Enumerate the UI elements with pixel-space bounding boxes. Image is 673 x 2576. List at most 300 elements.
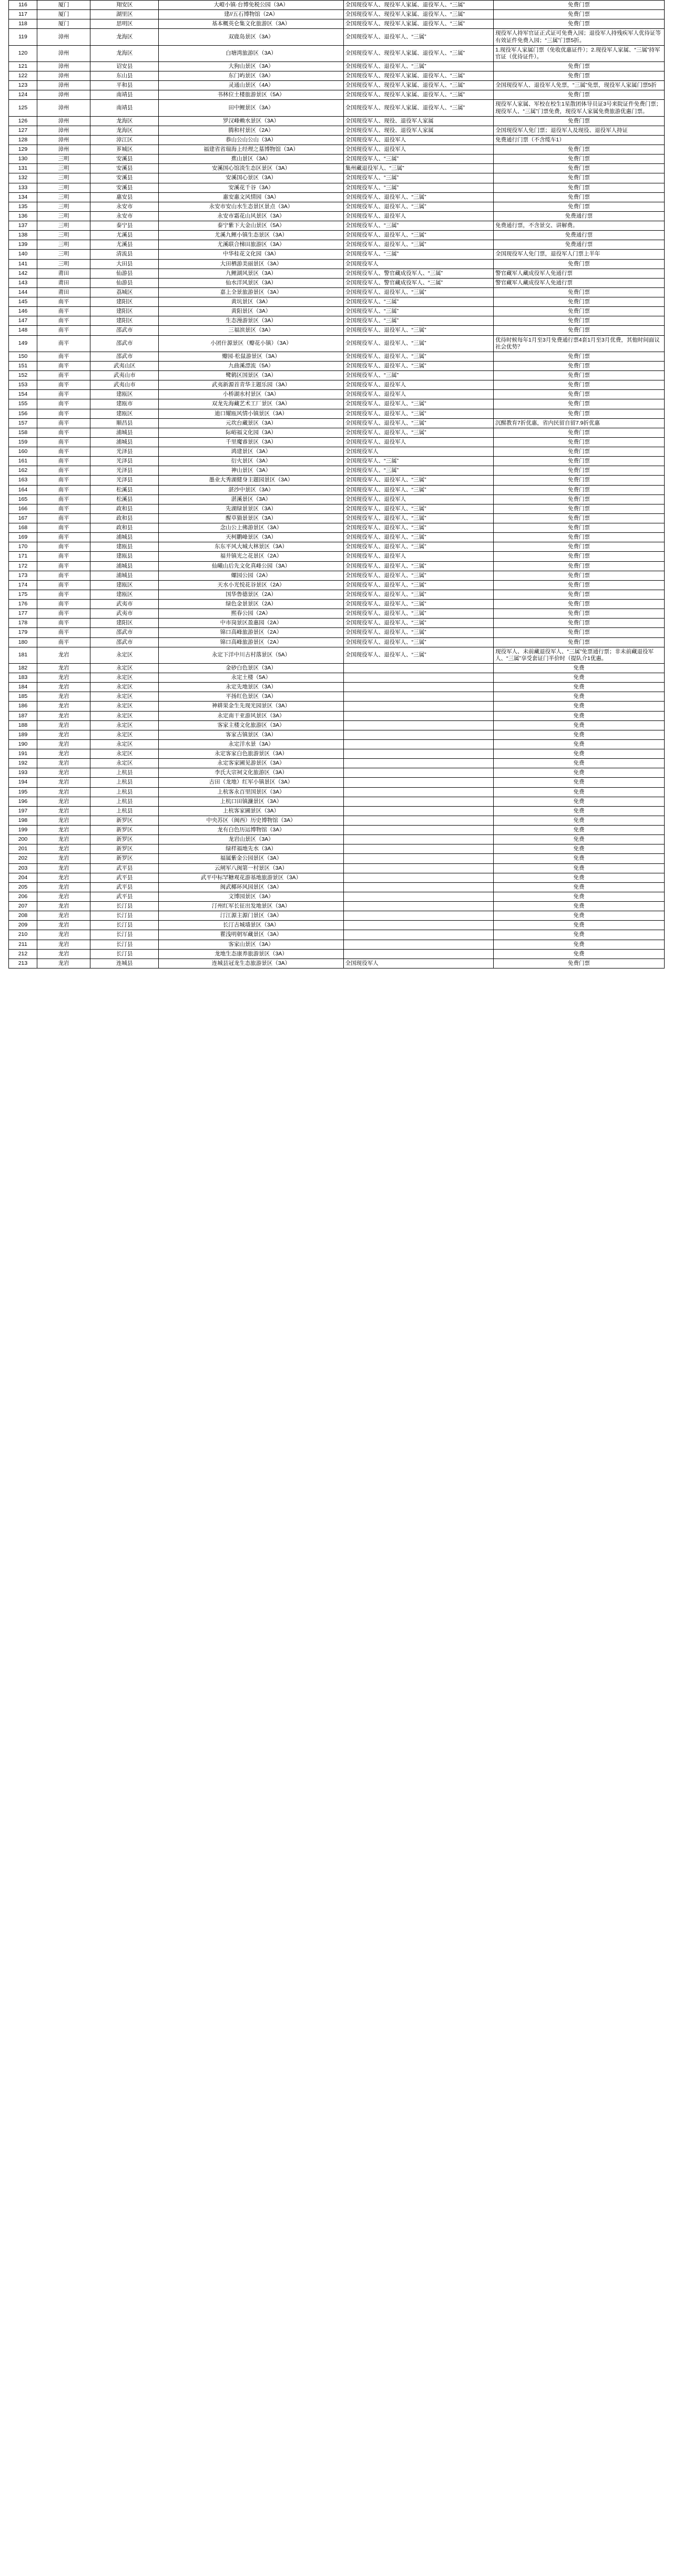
table-cell: 免费门票 [494,637,665,647]
table-cell [343,921,493,930]
table-cell: 龙岩 [37,787,90,797]
table-cell: 免费门票 [494,628,665,637]
table-cell: 183 [9,673,37,683]
table-cell: 永定洋水景（3A） [159,739,343,749]
table-cell: 174 [9,580,37,590]
table-cell: 全国现役军人、退役军人、“三属” [343,647,493,663]
table-row [9,533,665,542]
table-cell: 全国现役军人、退役军人、“三属” [343,409,493,418]
table-cell: 免费 [494,768,665,778]
table-cell: 全国现役军人、“三属” [343,466,493,476]
table-cell: 免费门票 [494,192,665,202]
table-cell: 151 [9,361,37,370]
table-cell: 免费门票 [494,183,665,192]
table-row [9,135,665,145]
table-row [9,749,665,759]
table-row [9,580,665,590]
table-row [9,259,665,269]
table-row [9,250,665,259]
table-cell: 免费门票 [494,485,665,494]
table-row [9,663,665,673]
table-cell: 南平 [37,494,90,504]
table-cell: 141 [9,259,37,269]
table-cell: 三明 [37,240,90,250]
table-cell: 上杭客家圃景区（3A） [159,806,343,816]
table-cell: 200 [9,835,37,844]
table-cell: 龙海区 [90,126,159,135]
table-cell: 神山景区（3A） [159,466,343,476]
table-cell: 安溪县 [90,173,159,183]
table-cell: 176 [9,600,37,609]
table-cell: 双龙先海藏艺术工厂景区（3A） [159,399,343,409]
table-cell: 免费 [494,720,665,730]
table-cell: 181 [9,647,37,663]
table-row [9,116,665,126]
table-cell: 免费 [494,940,665,949]
table-cell: 138 [9,231,37,240]
table-cell: 龙岩 [37,806,90,816]
table-cell: 南平 [37,609,90,619]
table-cell: 漳州 [37,116,90,126]
table-cell: 龙岩 [37,720,90,730]
table-cell: 龙岩 [37,921,90,930]
table-cell: 119 [9,29,37,45]
table-cell: 168 [9,523,37,533]
table-cell: 204 [9,873,37,882]
table-cell: 全国现役军人、“三属” [343,457,493,466]
table-cell [343,711,493,720]
table-cell: 南平 [37,457,90,466]
table-cell: 三明 [37,221,90,231]
table-row [9,911,665,921]
table-cell: 瓣园·松鼠游景区（3A） [159,352,343,361]
table-cell: 全国现役军人、退役军人、“三属” [343,628,493,637]
table-cell: 免费门票 [494,173,665,183]
table-row [9,361,665,370]
table-cell: 上杭口田镇濂景区（3A） [159,797,343,806]
table-row [9,561,665,571]
table-cell: 永安市 [90,211,159,221]
table-cell: 南平 [37,476,90,485]
table-row [9,730,665,739]
table-row [9,600,665,609]
table-cell: 念山公上佛游景区（3A） [159,523,343,533]
table-cell: 新罗区 [90,816,159,825]
table-cell: 警官藏军人藏成役军人免通行票 [494,278,665,287]
table-cell: 锦口高峰旅游景区（2A） [159,628,343,637]
table-cell: 南平 [37,390,90,399]
table-cell: 武夷山区 [90,361,159,370]
table-row [9,571,665,580]
table-cell [343,806,493,816]
table-cell: 莆田 [37,278,90,287]
table-cell: 免费 [494,949,665,959]
table-row [9,29,665,45]
table-cell: 安溪县 [90,154,159,164]
table-row [9,902,665,911]
table-cell [343,673,493,683]
table-cell: 免费门票 [494,326,665,335]
table-cell [343,835,493,844]
table-cell: 新罗区 [90,835,159,844]
table-row [9,90,665,100]
table-cell: 全国现役军人、退役军人、“三属” [343,192,493,202]
table-cell: 翔安区 [90,1,159,10]
table-cell: 厦门 [37,19,90,29]
table-cell: 永定区 [90,720,159,730]
table-cell: 159 [9,437,37,447]
table-cell: 尤溪县 [90,240,159,250]
table-row [9,930,665,940]
table-cell: 全国现役军人、“三属” [343,183,493,192]
table-cell: 免费 [494,911,665,921]
table-cell: 全国现役军人、退役军人、“三属” [343,571,493,580]
table-cell: 湖里区 [90,10,159,19]
table-cell: 免费门票 [494,154,665,164]
table-cell: 龙岩山景区（3A） [159,835,343,844]
table-cell: 南平 [37,523,90,533]
table-cell: 上杭县 [90,768,159,778]
table-cell: 灵通山景区（4A） [159,81,343,90]
table-row [9,192,665,202]
table-cell: 免费通行票 [494,211,665,221]
table-row [9,619,665,628]
table-cell: 武夷市 [90,609,159,619]
table-cell: 全国现役军人、现役、退役军人家属 [343,126,493,135]
table-row [9,240,665,250]
table-cell: 130 [9,154,37,164]
table-cell: 125 [9,100,37,116]
table-cell: 南平 [37,326,90,335]
table-cell: 现役军人家属、军校在校生1星散团体导员证3号来院证件免费门票；现役军人、“三属”门票免费，现役军人家属免费旅游优惠门票。 [494,100,665,116]
table-cell: 全国现役军人、现役军人家属、退役军人、“三属” [343,71,493,81]
table-cell [343,797,493,806]
table-cell: 九鲤湖风景区（3A） [159,269,343,278]
table-cell: 南平 [37,399,90,409]
table-cell: 平扬红色景区（3A） [159,692,343,702]
table-cell: 永定区 [90,739,159,749]
table-cell: 芗城区 [90,145,159,154]
table-cell: 永定土楼（5A） [159,673,343,683]
table-cell: 全国现役军人免门票；退役军人及现役、退役军人持证 [494,126,665,135]
table-cell: 144 [9,287,37,297]
table-cell: 松溪县 [90,494,159,504]
table-cell: 免费门票 [494,10,665,19]
table-cell: 免费门票 [494,619,665,628]
table-cell: 免费门票 [494,571,665,580]
table-cell: 131 [9,164,37,173]
table-cell: 光泽县 [90,457,159,466]
table-row [9,476,665,485]
table-cell: 浦城县 [90,561,159,571]
table-cell: 政和县 [90,504,159,513]
table-cell: 漳州 [37,61,90,71]
table-cell: 浦城县 [90,571,159,580]
table-row [9,211,665,221]
table-cell: 武夷市 [90,600,159,609]
table-cell: 建阳区 [90,307,159,316]
table-cell: 免费门票 [494,590,665,599]
table-cell: 建瓯区 [90,590,159,599]
table-cell: 腾和村景区（2A） [159,126,343,135]
table-cell: 免费 [494,759,665,768]
table-cell: 文博园景区（3A） [159,892,343,901]
table-cell: 龙岩 [37,854,90,863]
table-cell: 186 [9,702,37,711]
table-cell [343,730,493,739]
table-cell: 沉醒教育7折优惠，省内民留自留7.9折优惠 [494,418,665,428]
table-cell: 龙岩 [37,816,90,825]
table-cell: 长汀县 [90,940,159,949]
table-cell: 永定区 [90,711,159,720]
table-cell: 123 [9,81,37,90]
table-row [9,683,665,692]
table-cell: 免费门票 [494,513,665,523]
table-cell: 全国现役军人、现役军人家属、退役军人、“三属” [343,19,493,29]
table-cell: 南平 [37,628,90,637]
table-cell: 南平 [37,316,90,326]
table-cell: 免费门票 [494,523,665,533]
table-cell: 顺昌县 [90,418,159,428]
table-cell: 武夷山市 [90,380,159,390]
table-cell: 全国现役军人、现役军人家属、退役军人、“三属” [343,100,493,116]
table-cell: 安溪县 [90,183,159,192]
table-cell: 134 [9,192,37,202]
table-cell: 免费门票 [494,145,665,154]
table-cell: 永安市安山水生态景区景点（3A） [159,202,343,211]
table-cell: 免费门票 [494,542,665,552]
table-cell: 免费 [494,702,665,711]
table-cell: 龙岩 [37,663,90,673]
table-cell: 龙岩 [37,768,90,778]
table-cell: 153 [9,380,37,390]
table-cell: 免费 [494,844,665,854]
table-cell: 免费门票 [494,352,665,361]
table-cell: 免费门票 [494,437,665,447]
table-cell: 龙岩 [37,683,90,692]
table-row [9,787,665,797]
table-cell: 金砂白色景区（3A） [159,663,343,673]
table-cell [343,683,493,692]
table-cell: 133 [9,183,37,192]
table-cell: 全国现役军人、退役军人、“三属” [343,352,493,361]
table-cell: 南靖县 [90,100,159,116]
table-cell [343,863,493,873]
table-cell: 207 [9,902,37,911]
table-cell: 152 [9,371,37,380]
table-cell: 免费门票 [494,600,665,609]
table-cell: 194 [9,778,37,787]
table-cell: 178 [9,619,37,628]
table-cell: 免费 [494,902,665,911]
table-cell: 全国现役军人、退役军人 [343,552,493,561]
table-cell [343,930,493,940]
table-cell: 免费 [494,797,665,806]
table-cell: 湛溪景区（3A） [159,494,343,504]
table-cell: 小团什源景区（瓣花小镇）（3A） [159,335,343,352]
table-cell: 南平 [37,447,90,457]
table-cell: 南平 [37,297,90,307]
table-cell: 免费 [494,683,665,692]
table-cell: 全国现役军人、退役军人、“三属” [343,29,493,45]
table-cell: 免费门票 [494,316,665,326]
table-cell: 全国现役军人、退役军人、“三属” [343,418,493,428]
table-cell: 东山县 [90,71,159,81]
table-row [9,494,665,504]
table-cell: 128 [9,135,37,145]
table-cell: 思明区 [90,19,159,29]
table-row [9,759,665,768]
table-cell: 仙游县 [90,269,159,278]
table-cell [343,844,493,854]
table-cell: 邵武市 [90,637,159,647]
table-cell: 全国现役军人、退役军人、“三属” [343,399,493,409]
table-cell: 全国现役军人、“三属” [343,221,493,231]
table-cell: 龙岩 [37,892,90,901]
table-row [9,10,665,19]
table-cell: 121 [9,61,37,71]
table-cell: 171 [9,552,37,561]
benefits-table [8,0,665,968]
table-cell: 武平中标罕糖观花游基地旅游景区（3A） [159,873,343,882]
table-cell [343,873,493,882]
table-row [9,816,665,825]
table-cell: 208 [9,911,37,921]
table-cell: 全国现役军人、退役军人、“三属” [343,542,493,552]
table-cell: 213 [9,959,37,968]
table-cell: 南平 [37,533,90,542]
table-cell: 南平 [37,637,90,647]
table-cell: 203 [9,863,37,873]
table-cell: 南平 [37,352,90,361]
table-row [9,921,665,930]
table-cell: 浦城县 [90,437,159,447]
table-cell [343,720,493,730]
table-cell: 185 [9,692,37,702]
table-cell: 122 [9,71,37,81]
table-cell: 167 [9,513,37,523]
table-cell: 连城县 [90,959,159,968]
table-cell: 158 [9,428,37,437]
table-cell: 三明 [37,259,90,269]
table-cell: 南平 [37,307,90,316]
table-cell [343,816,493,825]
table-cell: 龙岩 [37,749,90,759]
table-cell: 黄阳景区（3A） [159,307,343,316]
table-cell: 邵武市 [90,335,159,352]
table-cell: 126 [9,116,37,126]
table-cell: 155 [9,399,37,409]
table-cell: 192 [9,759,37,768]
table-row [9,371,665,380]
table-cell: 瞿浅明朝军藏景区（3A） [159,930,343,940]
table-cell: 172 [9,561,37,571]
table-row [9,702,665,711]
table-row [9,854,665,863]
table-cell: 建阳区 [90,619,159,628]
table-row [9,71,665,81]
table-cell: 136 [9,211,37,221]
table-cell: 三明 [37,231,90,240]
table-cell: 龙岩 [37,882,90,892]
table-cell: 免费门票 [494,90,665,100]
table-cell: 全国现役军人、“三属” [343,154,493,164]
table-cell: 建瓯区 [90,409,159,418]
table-cell: 邵武市 [90,326,159,335]
table-row [9,892,665,901]
table-cell: 南平 [37,409,90,418]
table-row [9,231,665,240]
table-cell: 现役军人、未前藏退役军人、“三属”免票通行票；非未前藏退役军人、“三属”享受套证门半价时（提队介1优惠。 [494,647,665,663]
table-cell: 免费门票 [494,202,665,211]
table-row [9,335,665,352]
table-cell: 205 [9,882,37,892]
table-row [9,552,665,561]
table-row [9,882,665,892]
table-cell: 客家山景区（3A） [159,940,343,949]
table-cell: 免费通行门票（不含缆车1） [494,135,665,145]
table-cell: 南平 [37,361,90,370]
table-cell [343,949,493,959]
table-cell: 免费 [494,673,665,683]
table-cell: 免费门票 [494,428,665,437]
table-cell: 政和县 [90,523,159,533]
table-cell: 武平县 [90,882,159,892]
table-cell: 全国现役军人免门票，退役军人门票上半年 [494,250,665,259]
table-cell: 免费门票 [494,297,665,307]
table-cell: 光泽县 [90,466,159,476]
table-cell: 全国现役军人、退役军人、“三属” [343,600,493,609]
table-cell: 免费通行票 [494,231,665,240]
table-row [9,269,665,278]
table-cell: 免费 [494,854,665,863]
table-cell: 全国现役军人、退役军人 [343,135,493,145]
table-cell: 龙海区 [90,29,159,45]
table-cell: 龙岩 [37,826,90,835]
table-cell: 永定客家白色旅游景区（3A） [159,749,343,759]
table-cell: 尤溪县 [90,231,159,240]
table-cell: 先湖绿景景区（3A） [159,504,343,513]
table-cell: 南靖县 [90,90,159,100]
table-row [9,806,665,816]
table-cell: 白塘湾旅游区（3A） [159,45,343,61]
table-cell: 148 [9,326,37,335]
table-cell: 156 [9,409,37,418]
table-row [9,307,665,316]
table-cell: 湛沙中景区（3A） [159,485,343,494]
table-cell: 206 [9,892,37,901]
table-cell: 149 [9,335,37,352]
table-cell: 146 [9,307,37,316]
table-cell: 145 [9,297,37,307]
table-cell: 仙游县 [90,278,159,287]
table-cell: 永定客家圃见游景区（3A） [159,759,343,768]
table-cell: 免费门票 [494,1,665,10]
table-cell: 免费门票 [494,307,665,316]
table-cell: 163 [9,476,37,485]
table-cell: 浦城县 [90,428,159,437]
table-cell: 157 [9,418,37,428]
table-row [9,647,665,663]
table-cell: 免费门票 [494,399,665,409]
table-cell: 210 [9,930,37,940]
table-cell: 长汀县 [90,902,159,911]
table-cell: 惠安惠文风情园（3A） [159,192,343,202]
table-cell: 永定区 [90,702,159,711]
table-row [9,173,665,183]
table-cell: 189 [9,730,37,739]
table-cell: 绿色金景景区（2A） [159,600,343,609]
